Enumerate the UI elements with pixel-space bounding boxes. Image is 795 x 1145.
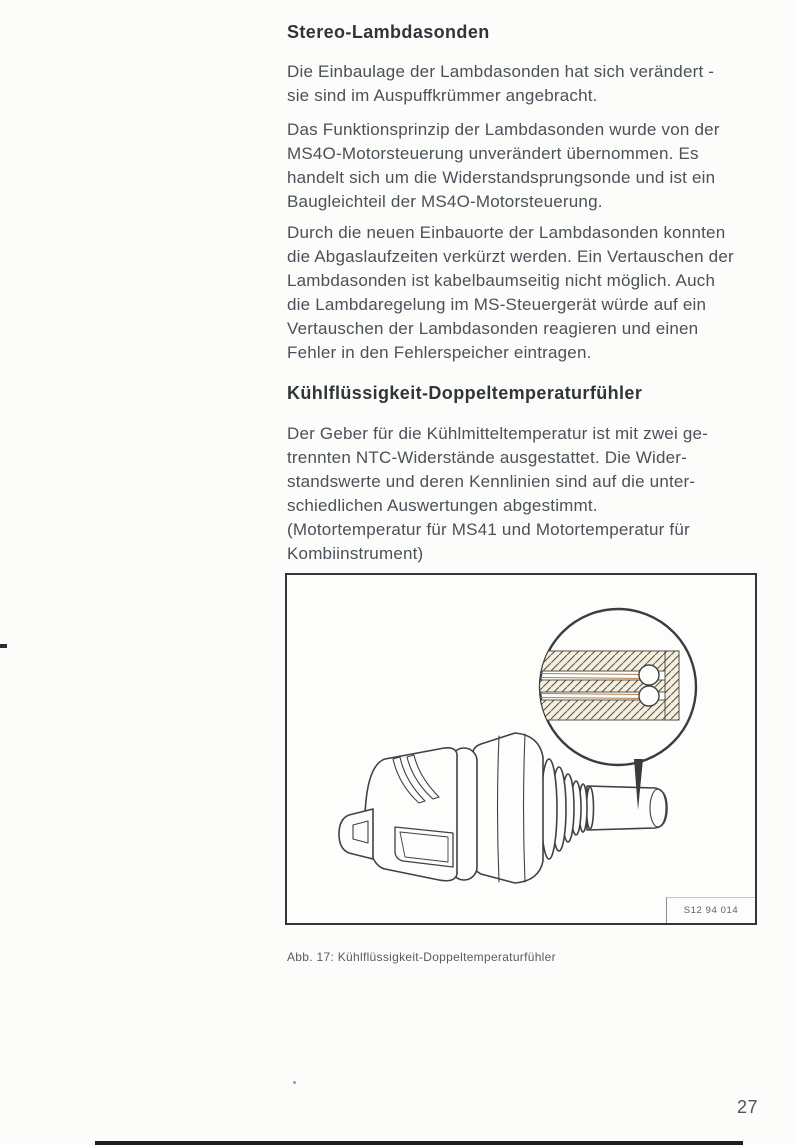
figure-stamp: S12 94 014	[666, 897, 755, 923]
scan-artifact-bottom-bar	[95, 1141, 743, 1145]
sensor-hex-nut	[473, 733, 543, 883]
sensor-technical-drawing	[287, 575, 751, 919]
paragraph: Durch die neuen Einbauorte der Lambdasonden konnten die Abgaslaufzeiten verkürzt werden. Ein Vertauschen der Lambdasonden ist kabelbaumseitig nicht möglich. Auch die Lambdaregelung im MS-Steuergerät würde auf ein Vertauschen der Lambdasonden reagieren und einen Fehler in den Fehlerspeicher eintragen.	[287, 223, 734, 362]
section-heading-doppeltemperaturfuehler: Kühlflüssigkeit-Doppeltemperaturfühler	[287, 383, 643, 403]
sensor-connector-body	[365, 748, 457, 881]
paragraph: Das Funktionsprinzip der Lambdasonden wurde von der MS4O-Motorsteuerung unverändert übernommen. Es handelt sich um die Widerstandsprungsonde und ist ein Baugleichteil der MS4O-Motorsteuerung.	[287, 120, 720, 211]
ntc-element-1	[639, 665, 659, 685]
page-number: 27	[737, 1097, 759, 1117]
scan-artifact-left-tick	[0, 644, 7, 648]
figure-caption: Abb. 17: Kühlflüssigkeit-Doppeltemperaturfühler	[287, 950, 556, 964]
paragraph: Der Geber für die Kühlmitteltemperatur ist mit zwei ge- trennten NTC-Widerstände ausgestattet. Die Wider- standswerte und deren Kennlinien sind auf die unter- schiedlichen Auswertungen abgestimmt. (Motortemperatur für MS41 und Motortemperatur für Kombiinstrument)	[287, 424, 709, 563]
section-heading-stereo-lambdasonden: Stereo-Lambdasonden	[287, 22, 490, 42]
sensor-cone-rings	[541, 759, 581, 859]
paragraph: Die Einbaulage der Lambdasonden hat sich verändert - sie sind im Auspuffkrümmer angebracht.	[287, 62, 715, 105]
sensor-probe	[587, 786, 667, 830]
scan-artifact-dot	[293, 1081, 296, 1084]
figure-box	[285, 573, 757, 925]
cross-section-detail	[537, 651, 679, 720]
ntc-element-2	[639, 686, 659, 706]
sensor-mounting-tab	[339, 809, 373, 859]
